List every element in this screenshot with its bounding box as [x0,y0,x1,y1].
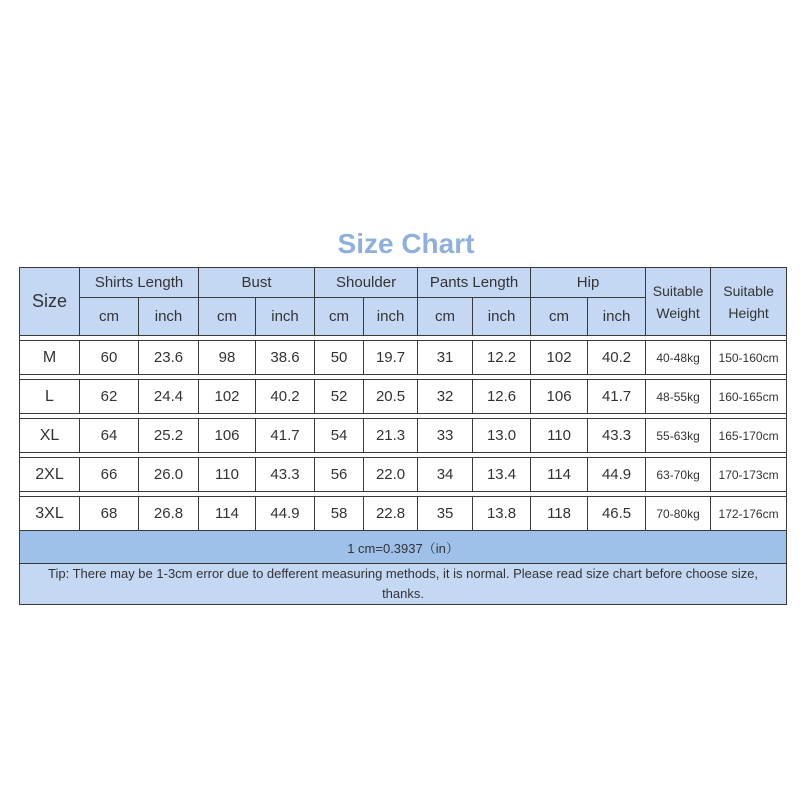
cell: 13.8 [473,497,531,531]
cell: 24.4 [139,380,199,414]
cell: 21.3 [364,419,418,453]
cell: 46.5 [588,497,646,531]
cell: 56 [315,458,364,492]
table-row [20,380,787,414]
tip-row [20,564,787,605]
cell: 40.2 [588,341,646,375]
cell: 106 [531,380,588,414]
unit-cm: cm [531,298,588,336]
cell: 118 [531,497,588,531]
cell: 106 [199,419,256,453]
cell: 13.4 [473,458,531,492]
cell: 60 [80,341,139,375]
cell: 35 [418,497,473,531]
cell: 43.3 [588,419,646,453]
cell: 102 [199,380,256,414]
cell: 41.7 [588,380,646,414]
height-cell: 170-173cm [711,458,787,492]
cell: 38.6 [256,341,315,375]
unit-inch: inch [256,298,315,336]
cell: 20.5 [364,380,418,414]
cell: 98 [199,341,256,375]
unit-inch: inch [588,298,646,336]
header-suitable-weight [646,268,711,336]
cell: 19.7 [364,341,418,375]
page-title: Size Chart [337,228,475,259]
cell: 26.8 [139,497,199,531]
cell: 40.2 [256,380,315,414]
size-chart-table [19,267,787,605]
size-cell: XL [20,419,80,453]
header-pants-length: Pants Length [418,268,531,298]
cell: 34 [418,458,473,492]
cell: 26.0 [139,458,199,492]
cell: 102 [531,341,588,375]
cell: 114 [531,458,588,492]
cell: 33 [418,419,473,453]
unit-inch: inch [139,298,199,336]
cell: 22.0 [364,458,418,492]
weight-cell: 40-48kg [646,341,711,375]
table-row [20,458,787,492]
header-row-groups [20,268,787,298]
unit-inch: inch [473,298,531,336]
cell: 23.6 [139,341,199,375]
cell: 58 [315,497,364,531]
header-shirts-length: Shirts Length [80,268,199,298]
cell: 13.0 [473,419,531,453]
cell: 32 [418,380,473,414]
cell: 44.9 [256,497,315,531]
cell: 25.2 [139,419,199,453]
unit-inch: inch [364,298,418,336]
conversion-note: 1 cm=0.3937（in） [20,531,787,564]
header-suitable-height-line1: Suitable [723,282,774,299]
weight-cell: 55-63kg [646,419,711,453]
cell: 12.2 [473,341,531,375]
size-cell: M [20,341,80,375]
header-suitable-height [711,268,787,336]
table-row [20,341,787,375]
cell: 114 [199,497,256,531]
size-cell: L [20,380,80,414]
header-shoulder: Shoulder [315,268,418,298]
weight-cell: 63-70kg [646,458,711,492]
header-suitable-weight-line2: Weight [656,304,700,321]
cell: 110 [199,458,256,492]
cell: 68 [80,497,139,531]
height-cell: 160-165cm [711,380,787,414]
cell: 43.3 [256,458,315,492]
unit-cm: cm [199,298,256,336]
height-cell: 150-160cm [711,341,787,375]
cell: 31 [418,341,473,375]
cell: 66 [80,458,139,492]
unit-cm: cm [418,298,473,336]
unit-cm: cm [315,298,364,336]
cell: 110 [531,419,588,453]
cell: 12.6 [473,380,531,414]
height-cell: 172-176cm [711,497,787,531]
header-bust: Bust [199,268,315,298]
size-cell: 3XL [20,497,80,531]
height-cell: 165-170cm [711,419,787,453]
unit-cm: cm [80,298,139,336]
header-hip: Hip [531,268,646,298]
size-header: Size [20,268,80,336]
table-row [20,497,787,531]
cell: 41.7 [256,419,315,453]
tip-note: Tip: There may be 1-3cm error due to defferent measuring methods, it is normal. Please read size chart before choose size, thanks. [20,564,787,605]
conversion-row [20,531,787,564]
header-suitable-weight-line1: Suitable [652,282,704,299]
cell: 22.8 [364,497,418,531]
weight-cell: 70-80kg [646,497,711,531]
cell: 54 [315,419,364,453]
cell: 44.9 [588,458,646,492]
cell: 50 [315,341,364,375]
size-cell: 2XL [20,458,80,492]
cell: 62 [80,380,139,414]
cell: 64 [80,419,139,453]
table-row [20,419,787,453]
weight-cell: 48-55kg [646,380,711,414]
header-suitable-height-line2: Height [728,304,769,321]
cell: 52 [315,380,364,414]
